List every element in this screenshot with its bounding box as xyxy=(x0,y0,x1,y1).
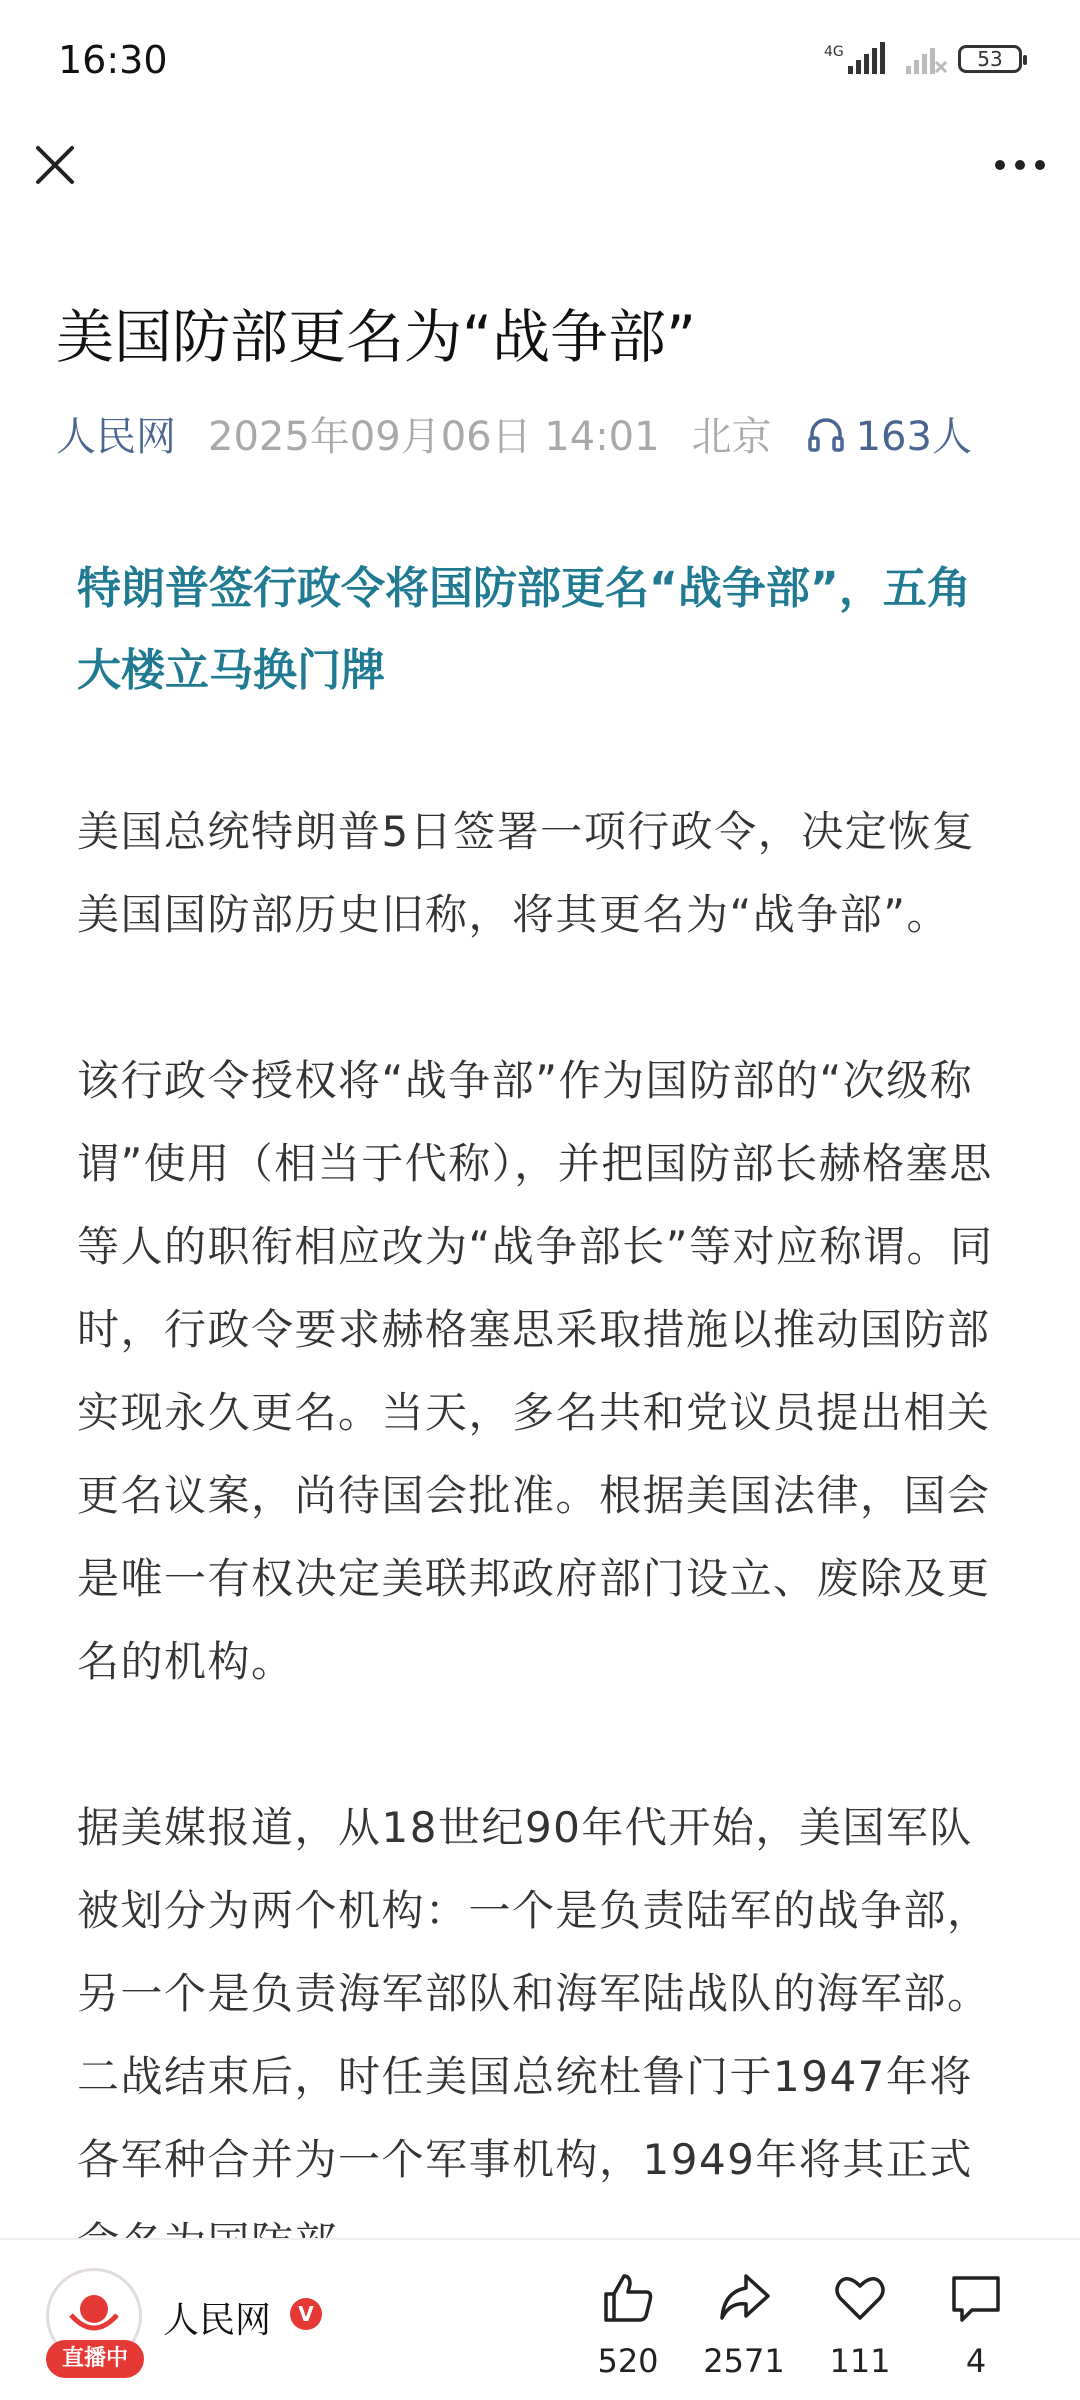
article-body xyxy=(77,790,1007,2230)
comment-button[interactable] xyxy=(926,2270,1026,2380)
article-source[interactable]: 人民网 xyxy=(56,414,176,460)
bottom-bar xyxy=(0,2238,1080,2400)
headphones-icon xyxy=(806,414,846,454)
article-meta xyxy=(56,405,972,462)
comment-icon xyxy=(948,2270,1004,2326)
article-paragraph: 据美媒报道，从18世纪90年代开始，美国军队被划分为两个机构：一个是负责陆军的战争部，另一个是负责海军部队和海军陆战队的海军部。二战结束后，时任美国总统杜鲁门于1947年将各军种合并为一个军事机构，1949年将其正式 xyxy=(77,1803,991,2184)
thumbs-up-icon xyxy=(600,2270,656,2326)
listen-button[interactable] xyxy=(806,405,972,462)
article-title: 美国防部更名为“战争部” xyxy=(56,303,697,371)
like-button[interactable] xyxy=(578,2270,678,2380)
favorite-button[interactable] xyxy=(810,2270,910,2380)
share-button[interactable] xyxy=(694,2270,794,2380)
status-bar xyxy=(0,0,1080,120)
battery-indicator: 53 xyxy=(958,45,1022,73)
status-time: 16:30 xyxy=(58,38,168,82)
article-subtitle: 特朗普签行政令将国防部更名“战争部”，五角大楼立马换门牌 xyxy=(77,563,971,696)
article-location: 北京 xyxy=(691,414,772,460)
like-count: 520 xyxy=(597,2342,659,2380)
account-name[interactable]: 人民网 xyxy=(163,2300,272,2341)
verified-badge: V xyxy=(290,2298,322,2330)
signal-icon xyxy=(824,42,892,76)
heart-icon xyxy=(832,2270,888,2326)
comment-count: 4 xyxy=(965,2342,987,2380)
article-date: 2025年09月06日 14:01 xyxy=(208,414,660,460)
top-bar xyxy=(0,130,1080,210)
status-icons xyxy=(824,42,1022,76)
share-count: 2571 xyxy=(703,2342,785,2380)
close-icon xyxy=(30,140,80,190)
more-button[interactable] xyxy=(990,150,1050,180)
article-paragraph: 该行政令授权将“战争部”作为国防部的“次级称谓”使用（相当于代称），并把国防部长赫格塞思等人的职衔相应改为“战争部长”等对应称谓。同时，行政令要求赫格塞思采取措施以推动国防部实现永久更名。当天，多名共和党议员提出相关更名议案，尚待国会批准。根据美国法律，国会是唯一有权决定美联邦政府部门设立、废除及更名的机构。 xyxy=(77,1056,994,1686)
close-button[interactable] xyxy=(30,140,80,190)
svg-text:4G: 4G xyxy=(824,44,844,60)
favorite-count: 111 xyxy=(829,2342,891,2380)
article-paragraph: 美国总统特朗普5日签署一项行政令，决定恢复美国国防部历史旧称，将其更名为“战争部”。 xyxy=(77,807,976,939)
share-arrow-icon xyxy=(716,2270,772,2326)
signal-secondary-icon xyxy=(902,42,948,76)
listener-count: 163人 xyxy=(855,414,972,460)
live-badge[interactable]: 直播中 xyxy=(46,2340,144,2378)
more-icon xyxy=(990,150,1050,180)
